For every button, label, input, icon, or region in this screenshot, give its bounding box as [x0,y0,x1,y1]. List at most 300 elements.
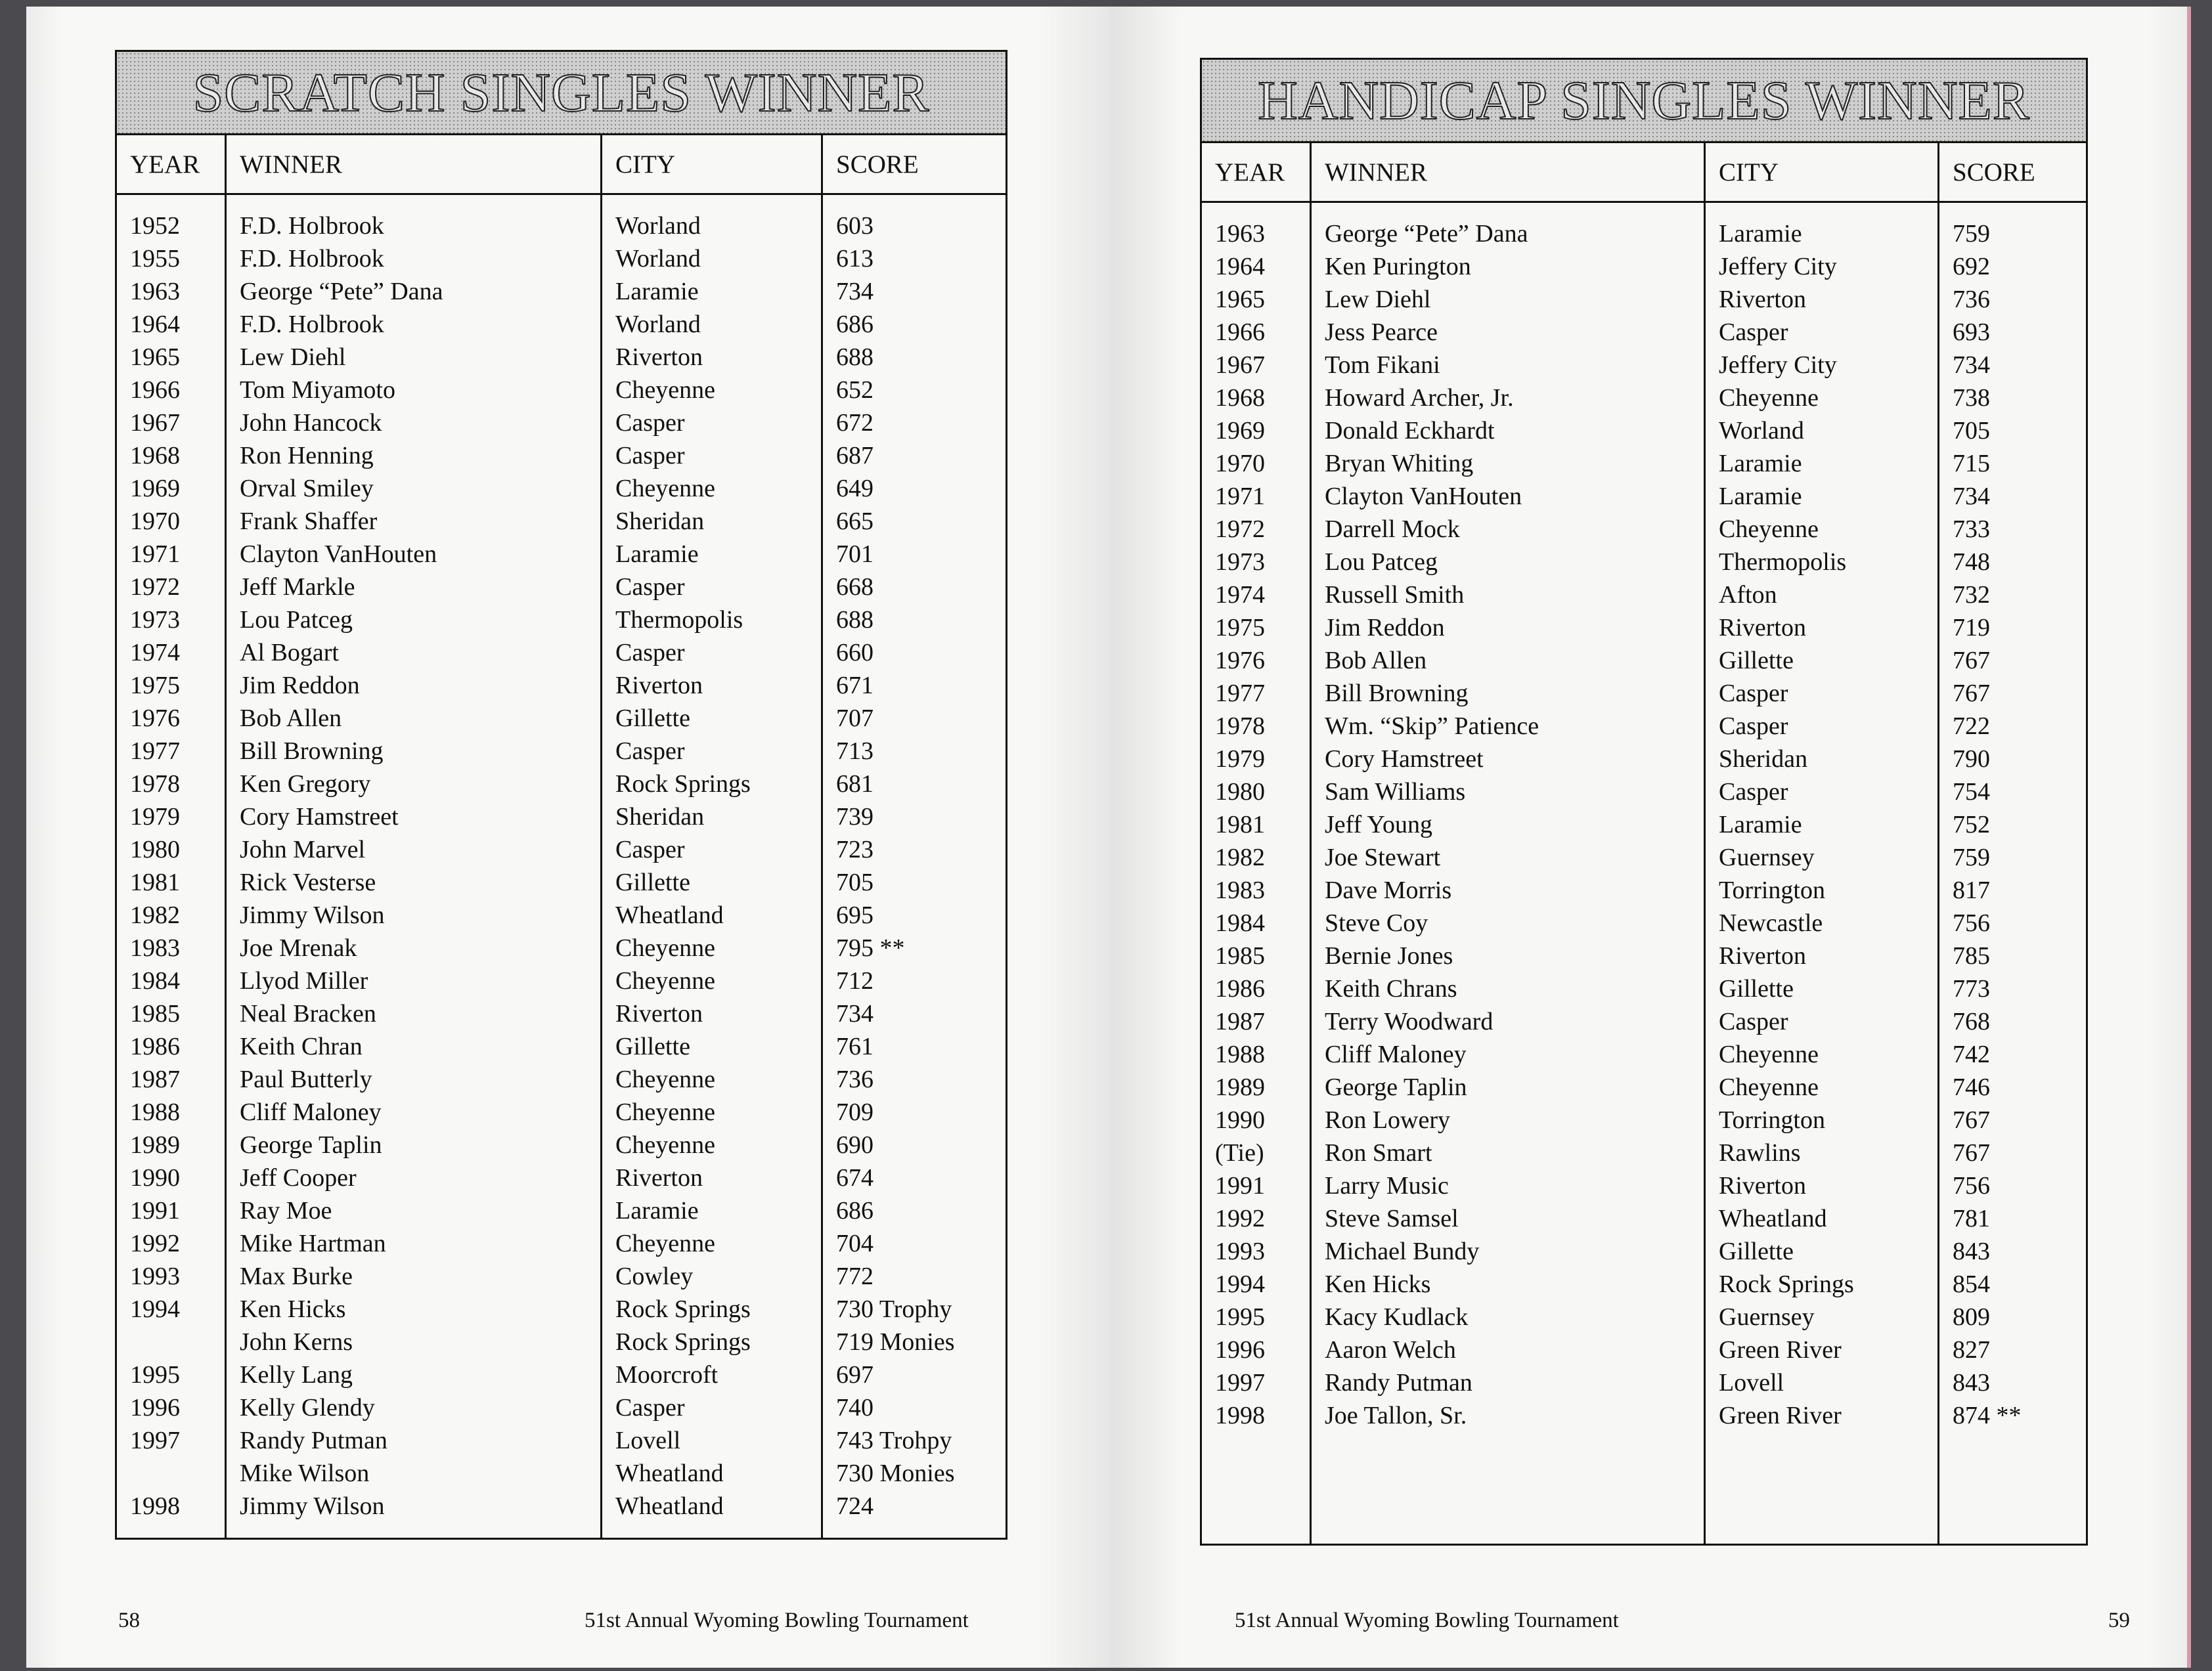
cell-score: 671 [836,672,874,699]
cell-winner: Cory Hamstreet [1325,745,1484,773]
cell-city: Laramie [1719,450,1802,477]
cell-winner: Lew Diehl [240,343,346,371]
handicap-singles-table [1200,58,2088,1546]
cell-winner: Michael Bundy [1325,1238,1480,1265]
cell-winner: Al Bogart [240,639,339,666]
cell-city: Casper [1719,712,1788,740]
cell-score: 665 [836,508,874,535]
cell-score: 674 [836,1164,874,1192]
cell-city: Torrington [1719,877,1825,904]
cell-year: 1978 [130,770,180,798]
cell-year: 1964 [130,311,180,338]
cell-score: 722 [1953,712,1990,740]
cell-city: Riverton [615,672,703,699]
cell-winner: Bill Browning [1325,680,1469,707]
cell-year: 1972 [130,573,180,601]
header-year: YEAR [117,135,227,193]
cell-score: 713 [836,737,874,765]
cell-score: 733 [1953,515,1990,543]
cell-city: Wheatland [615,1492,724,1520]
cell-city: Thermopolis [615,606,743,634]
cell-city: Gillette [1719,647,1794,674]
cell-winner: Ron Henning [240,442,374,469]
cell-city: Riverton [615,1164,703,1192]
page-number: 58 [118,1609,140,1632]
cell-score: 746 [1953,1074,1990,1101]
cell-winner: Ken Purington [1325,253,1471,280]
cell-winner: John Hancock [240,409,382,437]
cell-year: 1965 [130,343,180,371]
cell-city: Torrington [1719,1106,1825,1134]
cell-score: 795 ** [836,934,905,962]
cell-score: 773 [1953,975,1990,1003]
cell-winner: George Taplin [1325,1074,1467,1101]
cell-city: Cheyenne [1719,1074,1819,1101]
cell-score: 734 [836,278,874,305]
cell-winner: Howard Archer, Jr. [1325,384,1514,412]
cell-year: 1979 [130,803,180,831]
cell-city: Worland [615,245,701,272]
cell-score: 736 [836,1066,874,1093]
cell-score: 767 [1953,680,1990,707]
cell-year: 1963 [1215,220,1265,248]
cell-score: 693 [1953,318,1990,346]
cell-winner: Orval Smiley [240,475,374,502]
cell-year: 1998 [1215,1402,1265,1429]
cell-city: Cheyenne [615,1066,715,1093]
cell-year: 1978 [1215,712,1265,740]
cell-year: 1989 [1215,1074,1265,1101]
cell-year: 1991 [1215,1172,1265,1200]
cell-city: Casper [615,836,685,863]
cell-winner: Donald Eckhardt [1325,417,1495,445]
cell-score: 681 [836,770,874,798]
cell-city: Laramie [1719,483,1802,510]
winner-column [227,195,602,1538]
header-city: CITY [1706,143,1939,201]
cell-year: 1965 [1215,286,1265,313]
cell-score: 734 [1953,351,1990,379]
cell-city: Gillette [615,1033,690,1060]
scratch-singles-table [115,50,1007,1540]
cell-score: 781 [1953,1205,1990,1232]
cell-year: 1977 [130,737,180,765]
cell-winner: Jess Pearce [1325,318,1438,346]
table-title: HANDICAP SINGLES WINNER [1202,60,2086,143]
cell-score: 734 [1953,483,1990,510]
cell-city: Casper [1719,318,1788,346]
cell-year [117,1326,225,1358]
cell-city: Rock Springs [615,770,751,798]
cell-city: Sheridan [615,508,705,535]
cell-city: Gillette [615,705,690,732]
cell-year: (Tie) [1215,1139,1264,1167]
cell-city: Laramie [615,540,699,568]
cell-year: 1974 [1215,581,1265,609]
cell-winner: Joe Stewart [1325,844,1441,871]
cell-winner: Jim Reddon [1325,614,1445,641]
cell-city: Guernsey [1719,1303,1815,1331]
cell-city: Casper [1719,680,1788,707]
cell-score: 715 [1953,450,1990,477]
cell-score: 705 [836,869,874,896]
cell-year: 1973 [130,606,180,634]
cell-year: 1969 [1215,417,1265,445]
cell-year: 1985 [1215,942,1265,970]
cell-winner: Randy Putman [1325,1369,1472,1397]
cell-score: 707 [836,705,874,732]
cell-score: 756 [1953,909,1990,937]
cell-score: 730 Trophy [836,1295,952,1323]
cell-score: 668 [836,573,874,601]
cell-winner: Neal Bracken [240,1000,376,1028]
cell-score: 748 [1953,548,1990,576]
cell-winner: Kelly Glendy [240,1394,375,1421]
cell-winner: Bill Browning [240,737,384,765]
cell-score: 695 [836,901,874,929]
footer-text: 51st Annual Wyoming Bowling Tournament [1235,1609,1619,1632]
cell-winner: Joe Tallon, Sr. [1325,1402,1467,1429]
cell-year: 1983 [130,934,180,962]
cell-winner: Sam Williams [1325,778,1466,806]
header-winner: WINNER [227,135,602,193]
cell-city: Moorcroft [615,1361,719,1389]
cell-score: 688 [836,606,874,634]
cell-score: 736 [1953,286,1990,313]
cell-winner: Lou Patceg [1325,548,1438,576]
cell-year: 1975 [130,672,180,699]
cell-city: Sheridan [1719,745,1808,773]
winner-column [1312,203,1706,1544]
cell-city: Cheyenne [615,934,715,962]
cell-year: 1993 [1215,1238,1265,1265]
cell-year: 1988 [130,1098,180,1126]
cell-year: 1955 [130,245,180,272]
left-page [26,7,1110,1668]
cell-year: 1992 [130,1230,180,1257]
cell-winner: Kacy Kudlack [1325,1303,1469,1331]
cell-year: 1977 [1215,680,1265,707]
cell-winner: Darrell Mock [1325,515,1460,543]
cell-year: 1966 [130,376,180,404]
cell-year: 1972 [1215,515,1265,543]
cell-year: 1997 [1215,1369,1265,1397]
cell-year: 1985 [130,1000,180,1028]
cell-score: 854 [1953,1270,1990,1298]
cell-year: 1968 [130,442,180,469]
cell-city: Newcastle [1719,909,1823,937]
cell-score: 759 [1953,844,1990,871]
cell-year: 1974 [130,639,180,666]
cell-winner: Tom Fikani [1325,351,1440,379]
cell-score: 809 [1953,1303,1990,1331]
cell-year: 1986 [1215,975,1265,1003]
cell-winner: Ken Hicks [240,1295,346,1323]
cell-city: Casper [615,737,685,765]
cell-winner: Steve Coy [1325,909,1428,937]
cell-year: 1968 [1215,384,1265,412]
cell-city: Cheyenne [615,967,715,995]
cell-year: 1993 [130,1263,180,1290]
cell-winner: George “Pete” Dana [1325,220,1528,248]
cell-city: Afton [1719,581,1777,609]
cell-score: 759 [1953,220,1990,248]
cell-city: Rawlins [1719,1139,1801,1167]
cell-winner: George Taplin [240,1131,382,1159]
cell-city: Riverton [1719,614,1806,641]
cell-winner: Frank Shaffer [240,508,378,535]
cell-score: 785 [1953,942,1990,970]
cell-winner: Ray Moe [240,1197,332,1225]
cell-winner: Jeff Young [1325,811,1433,838]
header-city: CITY [602,135,823,193]
cell-year: 1963 [130,278,180,305]
cell-winner: Bernie Jones [1325,942,1453,970]
cell-winner: F.D. Holbrook [240,212,384,240]
cell-score: 843 [1953,1238,1990,1265]
cell-city: Casper [615,1394,685,1421]
cell-city: Green River [1719,1402,1842,1429]
cell-city: Wheatland [615,1460,724,1487]
cell-city: Worland [615,212,701,240]
cell-city: Gillette [615,869,690,896]
cell-city: Lovell [615,1427,681,1454]
cell-score: 734 [836,1000,874,1028]
city-column [602,195,823,1538]
header-row [117,135,1006,195]
cell-score: 603 [836,212,874,240]
cell-winner: Bryan Whiting [1325,450,1474,477]
city-column [1706,203,1939,1544]
cell-city: Gillette [1719,1238,1794,1265]
cell-score: 767 [1953,1106,1990,1134]
cell-city: Lovell [1719,1369,1784,1397]
cell-city: Sheridan [615,803,705,831]
cell-year: 1982 [130,901,180,929]
cell-city: Riverton [1719,942,1806,970]
cell-year: 1998 [130,1492,180,1520]
cell-winner: Dave Morris [1325,877,1452,904]
cell-city: Riverton [1719,286,1806,313]
cell-year: 1994 [130,1295,180,1323]
cell-score: 686 [836,311,874,338]
cell-winner: Joe Mrenak [240,934,357,962]
cell-city: Cheyenne [615,1131,715,1159]
header-row [1202,143,2086,203]
cell-city: Jeffery City [1719,253,1837,280]
cell-city: Cowley [615,1263,694,1290]
cell-score: 686 [836,1197,874,1225]
cell-winner: F.D. Holbrook [240,245,384,272]
cell-score: 719 Monies [836,1328,955,1356]
cell-winner: Lew Diehl [1325,286,1431,313]
cell-city: Cheyenne [1719,515,1819,543]
cell-winner: Jimmy Wilson [240,901,385,929]
cell-city: Cheyenne [615,376,715,404]
cell-year: 1970 [130,508,180,535]
cell-score: 767 [1953,1139,1990,1167]
cell-city: Rock Springs [1719,1270,1854,1298]
cell-score: 697 [836,1361,874,1389]
cell-winner: George “Pete” Dana [240,278,443,305]
cell-year: 1971 [1215,483,1265,510]
cell-score: 687 [836,442,874,469]
cell-score: 743 Trohpy [836,1427,952,1454]
cell-year: 1992 [1215,1205,1265,1232]
cell-score: 701 [836,540,874,568]
cell-score: 767 [1953,647,1990,674]
cell-city: Cheyenne [615,1098,715,1126]
cell-winner: Jim Reddon [240,672,360,699]
cell-winner: Cliff Maloney [240,1098,382,1126]
cell-score: 739 [836,803,874,831]
cell-score: 817 [1953,877,1990,904]
cell-score: 754 [1953,778,1990,806]
cell-score: 724 [836,1492,874,1520]
cell-city: Wheatland [615,901,724,929]
cell-score: 772 [836,1263,874,1290]
cell-city: Cheyenne [1719,1041,1819,1068]
score-column [823,195,1006,1538]
cell-score: 756 [1953,1172,1990,1200]
cell-city: Worland [1719,417,1804,445]
cell-score: 709 [836,1098,874,1126]
cell-winner: Terry Woodward [1325,1008,1493,1035]
table-body [1202,203,2086,1544]
cell-winner: Clayton VanHouten [1325,483,1522,510]
cell-city: Jeffery City [1719,351,1837,379]
cell-score: 761 [836,1033,874,1060]
cell-city: Rock Springs [615,1295,751,1323]
cell-year: 1952 [130,212,180,240]
cell-score: 688 [836,343,874,371]
cell-winner: Larry Music [1325,1172,1449,1200]
cell-score: 613 [836,245,874,272]
cell-winner: Jeff Cooper [240,1164,357,1192]
cell-score: 672 [836,409,874,437]
cell-winner: Clayton VanHouten [240,540,437,568]
cell-year: 1984 [130,967,180,995]
header-year: YEAR [1202,143,1312,201]
cell-year: 1987 [1215,1008,1265,1035]
cell-city: Casper [1719,1008,1788,1035]
cell-city: Casper [615,442,685,469]
cell-winner: Llyod Miller [240,967,368,995]
header-score: SCORE [1953,158,2035,186]
cell-year: 1997 [130,1427,180,1454]
cell-score: 742 [1953,1041,1990,1068]
cell-score: 752 [1953,811,1990,838]
cell-winner: Bob Allen [240,705,342,732]
cell-city: Casper [615,409,685,437]
cell-year: 1981 [1215,811,1265,838]
cell-winner: Russell Smith [1325,581,1465,609]
cell-year: 1976 [1215,647,1265,674]
cell-city: Laramie [1719,811,1802,838]
cell-year: 1989 [130,1131,180,1159]
page-number: 59 [2108,1609,2130,1632]
cell-score: 874 ** [1953,1402,2022,1429]
cell-winner: Keith Chrans [1325,975,1457,1003]
cell-year: 1996 [130,1394,180,1421]
cell-year: 1981 [130,869,180,896]
cell-score: 692 [1953,253,1990,280]
cell-winner: Jeff Markle [240,573,355,601]
cell-score: 738 [1953,384,1990,412]
cell-year: 1980 [130,836,180,863]
cell-winner: Lou Patceg [240,606,353,634]
cell-city: Casper [615,639,685,666]
score-column [1939,203,2086,1544]
cell-year: 1986 [130,1033,180,1060]
cell-winner: Rick Vesterse [240,869,376,896]
cell-year: 1988 [1215,1041,1265,1068]
cell-year: 1966 [1215,318,1265,346]
cell-winner: John Marvel [240,836,366,863]
cell-year: 1980 [1215,778,1265,806]
cell-year: 1973 [1215,548,1265,576]
cell-winner: F.D. Holbrook [240,311,384,338]
cell-score: 843 [1953,1369,1990,1397]
cell-city: Green River [1719,1336,1842,1364]
table-title: SCRATCH SINGLES WINNER [117,52,1006,135]
cell-score: 690 [836,1131,874,1159]
cell-year: 1983 [1215,877,1265,904]
cell-score: 740 [836,1394,874,1421]
cell-winner: Mike Wilson [240,1460,370,1487]
cell-score: 730 Monies [836,1460,955,1487]
header-winner: WINNER [1312,143,1706,201]
cell-year: 1971 [130,540,180,568]
cell-year: 1995 [1215,1303,1265,1331]
footer-text: 51st Annual Wyoming Bowling Tournament [585,1609,969,1632]
cell-score: 719 [1953,614,1990,641]
year-column [117,195,227,1538]
cell-winner: Wm. “Skip” Patience [1325,712,1539,740]
cell-city: Laramie [615,1197,699,1225]
cell-score: 704 [836,1230,874,1257]
cell-city: Cheyenne [615,1230,715,1257]
cell-year: 1964 [1215,253,1265,280]
cell-year: 1991 [130,1197,180,1225]
cell-score: 827 [1953,1336,1990,1364]
cell-score: 723 [836,836,874,863]
cell-city: Guernsey [1719,844,1815,871]
cell-year: 1967 [1215,351,1265,379]
book-spread [26,7,2187,1668]
cell-year: 1990 [1215,1106,1265,1134]
cell-winner: Keith Chran [240,1033,363,1060]
cell-year: 1976 [130,705,180,732]
cell-winner: Jimmy Wilson [240,1492,385,1520]
cell-score: 649 [836,475,874,502]
cell-winner: Max Burke [240,1263,353,1290]
cell-winner: John Kerns [240,1328,353,1356]
cell-score: 660 [836,639,874,666]
cell-winner: Kelly Lang [240,1361,353,1389]
cell-year: 1994 [1215,1270,1265,1298]
header-score: SCORE [836,150,919,179]
cell-year: 1987 [130,1066,180,1093]
cell-year: 1970 [1215,450,1265,477]
cell-winner: Ken Hicks [1325,1270,1431,1298]
cell-year: 1984 [1215,909,1265,937]
cell-city: Casper [615,573,685,601]
cell-year: 1969 [130,475,180,502]
cell-city: Laramie [1719,220,1802,248]
cell-city: Riverton [615,343,703,371]
cell-year: 1982 [1215,844,1265,871]
